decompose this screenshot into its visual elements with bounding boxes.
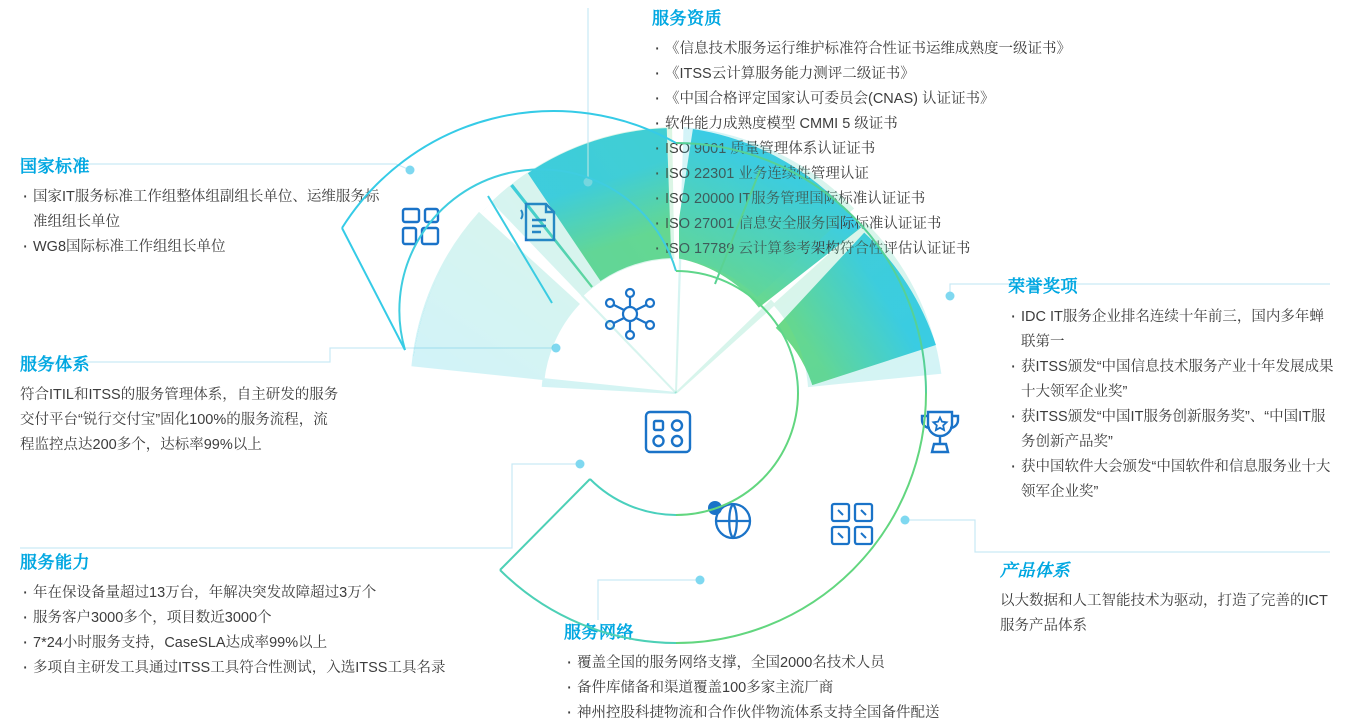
list-item: · 《ITSS云计算服务能力测评二级证书》 (652, 62, 1312, 87)
list-item: · 年在保设备量超过13万台，年解决突发故障超过3万个 (20, 581, 540, 606)
list-item: · WG8国际标准工作组组长单位 (20, 235, 380, 260)
block-title-national-standard: 国家标准 (20, 157, 90, 176)
list-item: · 获中国软件大会颁发“中国软件和信息服务业十大领军企业奖” (1008, 455, 1338, 505)
list-item: · ISO 9001 质量管理体系认证证书 (652, 137, 1312, 162)
list-item: · 《信息技术服务运行维护标准符合性证书运维成熟度一级证书》 (652, 37, 1312, 62)
list-item: · ISO 20000 IT服务管理国际标准认证证书 (652, 187, 1312, 212)
list-item: · ISO 22301 业务连续性管理认证 (652, 162, 1312, 187)
block-title-honors: 荣誉奖项 (1008, 277, 1078, 296)
list-item: · ISO 27001 信息安全服务国际标准认证证书 (652, 212, 1312, 237)
list-item: · 服务客户3000多个，项目数近3000个 (20, 606, 540, 631)
list-item: · 获ITSS颁发“中国信息技术服务产业十年发展成果十大领军企业奖” (1008, 355, 1338, 405)
list-item: · 软件能力成熟度模型 CMMI 5 级证书 (652, 112, 1312, 137)
list-item: · 国家IT服务标准工作组整体组副组长单位、运维服务标准组组长单位 (20, 185, 380, 235)
block-title-product-system: 产品体系 (1000, 561, 1070, 580)
list-item: · 《中国合格评定国家认可委员会(CNAS) 认证证书》 (652, 87, 1312, 112)
block-title-service-network: 服务网络 (564, 623, 634, 642)
list-item: · 获ITSS颁发“中国IT服务创新服务奖”、“中国IT服务创新产品奖” (1008, 405, 1338, 455)
list-item: · ISO 17789 云计算参考架构符合性评估认证证书 (652, 237, 1312, 262)
block-title-service-qualification: 服务资质 (652, 9, 722, 28)
list-item: · 7*24小时服务支持，CaseSLA达成率99%以上 (20, 631, 540, 656)
block-title-service-capability: 服务能力 (20, 553, 90, 572)
list-item: · 多项自主研发工具通过ITSS工具符合性测试，入选ITSS工具名录 (20, 656, 540, 681)
block-text-product-system: 以大数据和人工智能技术为驱动，打造了完善的ICT服务产品体系 (1000, 593, 1328, 634)
block-text-service-system: 符合ITIL和ITSS的服务管理体系，自主研发的服务交付平台“锐行交付宝”固化100%的服务流程，流程监控点达200多个，达标率99%以上 (20, 387, 339, 453)
list-item: · IDC IT服务企业排名连续十年前三，国内多年蝉联第一 (1008, 305, 1338, 355)
list-item: · 备件库储备和渠道覆盖100多家主流厂商 (564, 676, 1084, 701)
list-item: · 覆盖全国的服务网络支撑，全国2000名技术人员 (564, 651, 1084, 676)
block-title-service-system: 服务体系 (20, 355, 90, 374)
list-item: · 神州控股科捷物流和合作伙伴物流体系支持全国备件配送 (564, 701, 1084, 726)
